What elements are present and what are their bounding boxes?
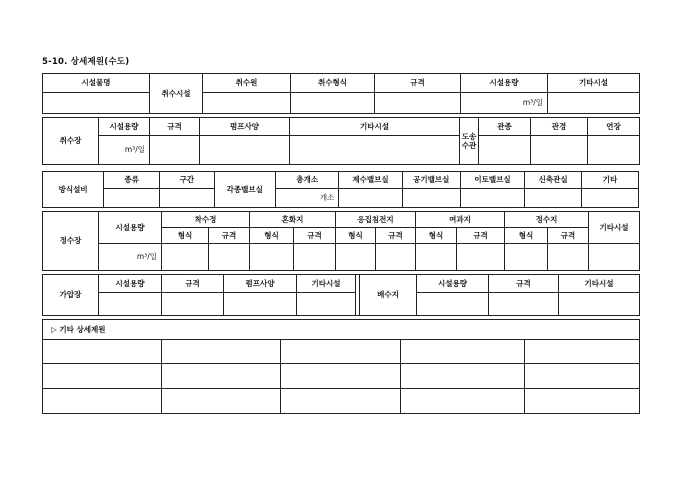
coag-basin-form-cell[interactable] xyxy=(336,244,376,271)
section-header: 구간 xyxy=(160,172,215,189)
spec-header: 규격 xyxy=(162,275,224,293)
other-facility-header: 기타시설 xyxy=(559,275,640,293)
mixing-basin-spec-cell[interactable] xyxy=(294,244,336,271)
other-details-cell[interactable] xyxy=(525,389,640,414)
distribution-reservoir-label: 배수지 xyxy=(360,275,417,316)
other-details-table xyxy=(42,319,640,414)
other-details-cell[interactable] xyxy=(525,364,640,389)
booster-distribution-table xyxy=(42,274,640,316)
spec-cell[interactable] xyxy=(375,93,461,114)
other-details-cell[interactable] xyxy=(281,389,401,414)
other-details-cell[interactable] xyxy=(525,340,640,364)
pump-spec-header: 펌프사양 xyxy=(200,118,290,136)
booster-pump-spec-cell[interactable] xyxy=(224,293,297,316)
mixing-basin-form-cell[interactable] xyxy=(250,244,294,271)
mud-valve-header: 이토밸브실 xyxy=(460,172,525,189)
other-header: 기타 xyxy=(582,172,639,189)
clear-well-form-cell[interactable] xyxy=(505,244,548,271)
other-facility-header: 기타시설 xyxy=(589,212,640,244)
form-header: 형식 xyxy=(162,228,209,244)
reservoir-spec-cell[interactable] xyxy=(489,293,559,316)
spec-cell[interactable] xyxy=(150,136,200,165)
other-details-cell[interactable] xyxy=(401,340,525,364)
pipe-diameter-header: 관경 xyxy=(531,118,588,136)
page-title: 5-10. 상세제원(수도) xyxy=(42,57,130,67)
air-valve-header: 공기밸브실 xyxy=(402,172,460,189)
other-details-cell[interactable] xyxy=(281,364,401,389)
spec-header: 규격 xyxy=(548,228,589,244)
other-details-cell[interactable] xyxy=(162,389,281,414)
booster-station-label: 가압장 xyxy=(43,275,99,316)
facility-name-cell[interactable] xyxy=(43,93,150,114)
type-header: 종류 xyxy=(104,172,160,189)
other-facility-cell[interactable] xyxy=(548,93,640,114)
intake-facility-label: 취수시설 xyxy=(150,74,203,114)
receiving-well-spec-cell[interactable] xyxy=(209,244,250,271)
other-facility-header: 기타시설 xyxy=(297,275,356,293)
reservoir-other-cell[interactable] xyxy=(559,293,640,316)
spec-header: 규격 xyxy=(375,74,461,93)
clear-well-spec-cell[interactable] xyxy=(548,244,589,271)
expansion-pipe-cell[interactable] xyxy=(525,189,582,208)
other-cell[interactable] xyxy=(582,189,639,208)
conveyance-pipe-label: 도송수관 xyxy=(460,118,479,165)
expansion-pipe-header: 신축관실 xyxy=(525,172,582,189)
other-facility-header: 기타시설 xyxy=(548,74,640,93)
pipe-diameter-cell[interactable] xyxy=(531,136,588,165)
form-header: 형식 xyxy=(250,228,294,244)
spec-header: 규격 xyxy=(209,228,250,244)
pump-spec-header: 펌프사양 xyxy=(224,275,297,293)
other-facility-cell[interactable] xyxy=(290,136,460,165)
reservoir-capacity-cell[interactable] xyxy=(417,293,489,316)
other-facility-header: 기타시설 xyxy=(290,118,460,136)
other-details-cell[interactable] xyxy=(162,364,281,389)
total-count-header: 총개소 xyxy=(275,172,338,189)
spec-header: 규격 xyxy=(489,275,559,293)
filter-basin-form-cell[interactable] xyxy=(416,244,457,271)
booster-spec-cell[interactable] xyxy=(162,293,224,316)
pump-spec-cell[interactable] xyxy=(200,136,290,165)
capacity-header: 시설용량 xyxy=(99,275,162,293)
spec-header: 규격 xyxy=(457,228,505,244)
length-header: 연장 xyxy=(588,118,640,136)
mixing-basin-header: 혼화지 xyxy=(250,212,336,228)
other-facility-cell[interactable] xyxy=(589,244,640,271)
intake-source-cell[interactable] xyxy=(203,93,291,114)
drain-valve-cell[interactable] xyxy=(339,189,402,208)
capacity-header: 시설용량 xyxy=(417,275,489,293)
clear-well-header: 정수지 xyxy=(505,212,589,228)
capacity-header: 시설용량 xyxy=(99,212,162,244)
spec-header: 규격 xyxy=(294,228,336,244)
filter-basin-header: 여과지 xyxy=(416,212,505,228)
air-valve-cell[interactable] xyxy=(402,189,460,208)
form-header: 형식 xyxy=(336,228,376,244)
valve-rooms-label: 각종밸브실 xyxy=(214,172,275,208)
section-cell[interactable] xyxy=(160,189,215,208)
length-cell[interactable] xyxy=(588,136,640,165)
mud-valve-cell[interactable] xyxy=(460,189,525,208)
intake-type-header: 취수형식 xyxy=(291,74,375,93)
filter-basin-spec-cell[interactable] xyxy=(457,244,505,271)
drain-valve-header: 제수밸브실 xyxy=(339,172,402,189)
form-header: 형식 xyxy=(416,228,457,244)
corrosion-protection-table xyxy=(42,171,639,208)
booster-other-cell[interactable] xyxy=(297,293,356,316)
other-details-cell[interactable] xyxy=(401,364,525,389)
booster-capacity-cell[interactable] xyxy=(99,293,162,316)
other-details-cell[interactable] xyxy=(281,340,401,364)
spec-header: 규격 xyxy=(376,228,416,244)
water-treatment-table xyxy=(42,211,640,271)
other-details-cell[interactable] xyxy=(401,389,525,414)
other-details-cell[interactable] xyxy=(43,340,162,364)
pipe-type-header: 관종 xyxy=(479,118,531,136)
receiving-well-form-cell[interactable] xyxy=(162,244,209,271)
intake-type-cell[interactable] xyxy=(291,93,375,114)
coag-basin-spec-cell[interactable] xyxy=(376,244,416,271)
capacity-cell[interactable]: m³/일 xyxy=(99,136,150,165)
pipe-type-cell[interactable] xyxy=(479,136,531,165)
intake-plant-table xyxy=(42,117,640,165)
type-cell[interactable] xyxy=(104,189,160,208)
facility-name-header: 시설물명 xyxy=(43,74,150,93)
receiving-well-header: 착수정 xyxy=(162,212,250,228)
capacity-header: 시설용량 xyxy=(99,118,150,136)
capacity-header: 시설용량 xyxy=(461,74,548,93)
intake-facility-table xyxy=(42,73,640,114)
water-treatment-label: 정수장 xyxy=(43,212,99,271)
other-details-header: ▷ 기타 상세제원 xyxy=(43,320,640,340)
other-details-cell[interactable] xyxy=(43,389,162,414)
capacity-cell[interactable]: m³/일 xyxy=(461,93,548,114)
spec-header: 규격 xyxy=(150,118,200,136)
other-details-cell[interactable] xyxy=(43,364,162,389)
intake-plant-label: 취수장 xyxy=(43,118,99,165)
total-count-cell[interactable]: 개소 xyxy=(275,189,338,208)
coag-basin-header: 응집침전지 xyxy=(336,212,416,228)
intake-source-header: 취수원 xyxy=(203,74,291,93)
other-details-cell[interactable] xyxy=(162,340,281,364)
corrosion-protection-label: 방식설비 xyxy=(43,172,104,208)
form-header: 형식 xyxy=(505,228,548,244)
capacity-cell[interactable]: m³/일 xyxy=(99,244,162,271)
